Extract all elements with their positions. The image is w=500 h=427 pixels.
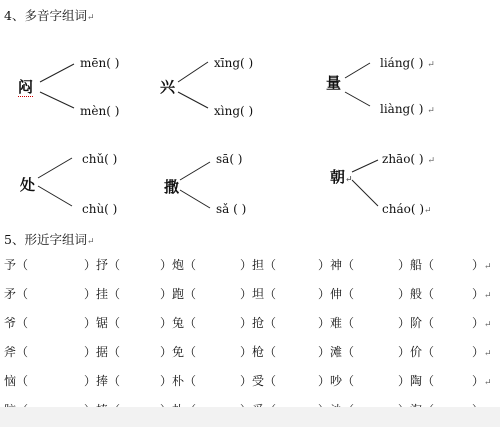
paragraph-mark: ↵ <box>484 320 492 330</box>
section-4-heading: 4、多音字组词↵ <box>4 8 95 23</box>
pinyin-bottom: sǎ ( ) <box>216 202 247 216</box>
grid-cell: ）捧（ <box>84 374 121 388</box>
pinyin-top: xīng( ) <box>214 56 254 70</box>
grid-cell: ）受（ <box>240 374 277 388</box>
row-end-bracket: ） <box>472 287 485 301</box>
row-end-bracket: ） <box>472 374 485 388</box>
polyphone-char: 兴 <box>160 78 176 96</box>
grid-cell: 恼（ <box>4 374 29 388</box>
connector-line <box>352 160 378 172</box>
polyphone-char: 量 <box>326 74 342 92</box>
pinyin-bottom: chù( ) <box>82 202 118 216</box>
grid-cell: ）免（ <box>160 345 197 359</box>
grid-cell: ）吵（ <box>318 374 355 388</box>
grid-cell: ）抒（ <box>84 258 121 272</box>
pinyin-top: zhāo( ) ↵ <box>382 152 435 166</box>
grid-cell: ）兔（ <box>160 316 197 330</box>
pinyin-bottom: liàng( ) ↵ <box>380 102 435 116</box>
row-end-bracket: ） <box>472 345 485 359</box>
connector-line <box>178 62 208 82</box>
row-end <box>472 372 492 389</box>
polyphone-char: 闷 <box>18 78 34 96</box>
grid-cell: ）船（ <box>398 258 435 272</box>
paragraph-mark: ↵ <box>484 349 492 359</box>
polyphone-char: 朝↵ <box>330 168 353 186</box>
pinyin-top: chǔ( ) <box>82 152 118 166</box>
grid-cell: ）滩（ <box>318 345 355 359</box>
connector-line <box>180 162 210 180</box>
grid-cell: ）般（ <box>398 287 435 301</box>
connector-line <box>345 92 370 106</box>
grid-cell: ）抢（ <box>240 316 277 330</box>
page-bottom-band <box>0 407 500 427</box>
grid-cell: ）锯（ <box>84 316 121 330</box>
connector-line <box>38 186 72 206</box>
grid-cell: ）枪（ <box>240 345 277 359</box>
row-end-bracket: ） <box>472 258 485 272</box>
pinyin-top: sā( ) <box>216 152 243 166</box>
grid-cell: ）挂（ <box>84 287 121 301</box>
connector-line <box>38 158 72 178</box>
grid-cell: ）担（ <box>240 258 277 272</box>
connector-line <box>178 92 208 108</box>
grid-cell: ）难（ <box>318 316 355 330</box>
connector-line <box>40 92 74 108</box>
grid-cell: ）伸（ <box>318 287 355 301</box>
connector-line <box>40 64 74 82</box>
section-5-heading: 5、形近字组词↵ <box>4 232 95 247</box>
grid-cell: 矛（ <box>4 287 29 301</box>
pinyin-top: liáng( ) ↵ <box>380 56 435 70</box>
pinyin-top: mēn( ) <box>80 56 120 70</box>
row-end <box>472 314 492 331</box>
grid-cell: ）陶（ <box>398 374 435 388</box>
connector-line <box>352 180 378 206</box>
connector-line <box>345 63 370 78</box>
row-end <box>472 256 492 273</box>
polyphone-char: 处 <box>20 176 36 194</box>
grid-cell: ）神（ <box>318 258 355 272</box>
grid-cell: ）价（ <box>398 345 435 359</box>
grid-cell: ）朴（ <box>160 374 197 388</box>
grid-cell: ）阶（ <box>398 316 435 330</box>
row-end-bracket: ） <box>472 316 485 330</box>
grid-cell: 斧（ <box>4 345 29 359</box>
paragraph-mark: ↵ <box>484 262 492 272</box>
row-end <box>472 285 492 302</box>
paragraph-mark: ↵ <box>484 378 492 388</box>
grid-cell: 予（ <box>4 258 29 272</box>
row-end <box>472 343 492 360</box>
grid-cell: 爷（ <box>4 316 29 330</box>
grid-cell: ）坦（ <box>240 287 277 301</box>
grid-cell: ）跑（ <box>160 287 197 301</box>
pinyin-bottom: mèn( ) <box>80 104 120 118</box>
grid-cell: ）炮（ <box>160 258 197 272</box>
connector-line <box>180 190 210 208</box>
pinyin-bottom: cháo( )↵ <box>382 202 432 216</box>
polyphone-char: 撒 <box>164 178 180 196</box>
pinyin-bottom: xìng( ) <box>214 104 254 118</box>
paragraph-mark: ↵ <box>484 291 492 301</box>
grid-cell: ）据（ <box>84 345 121 359</box>
